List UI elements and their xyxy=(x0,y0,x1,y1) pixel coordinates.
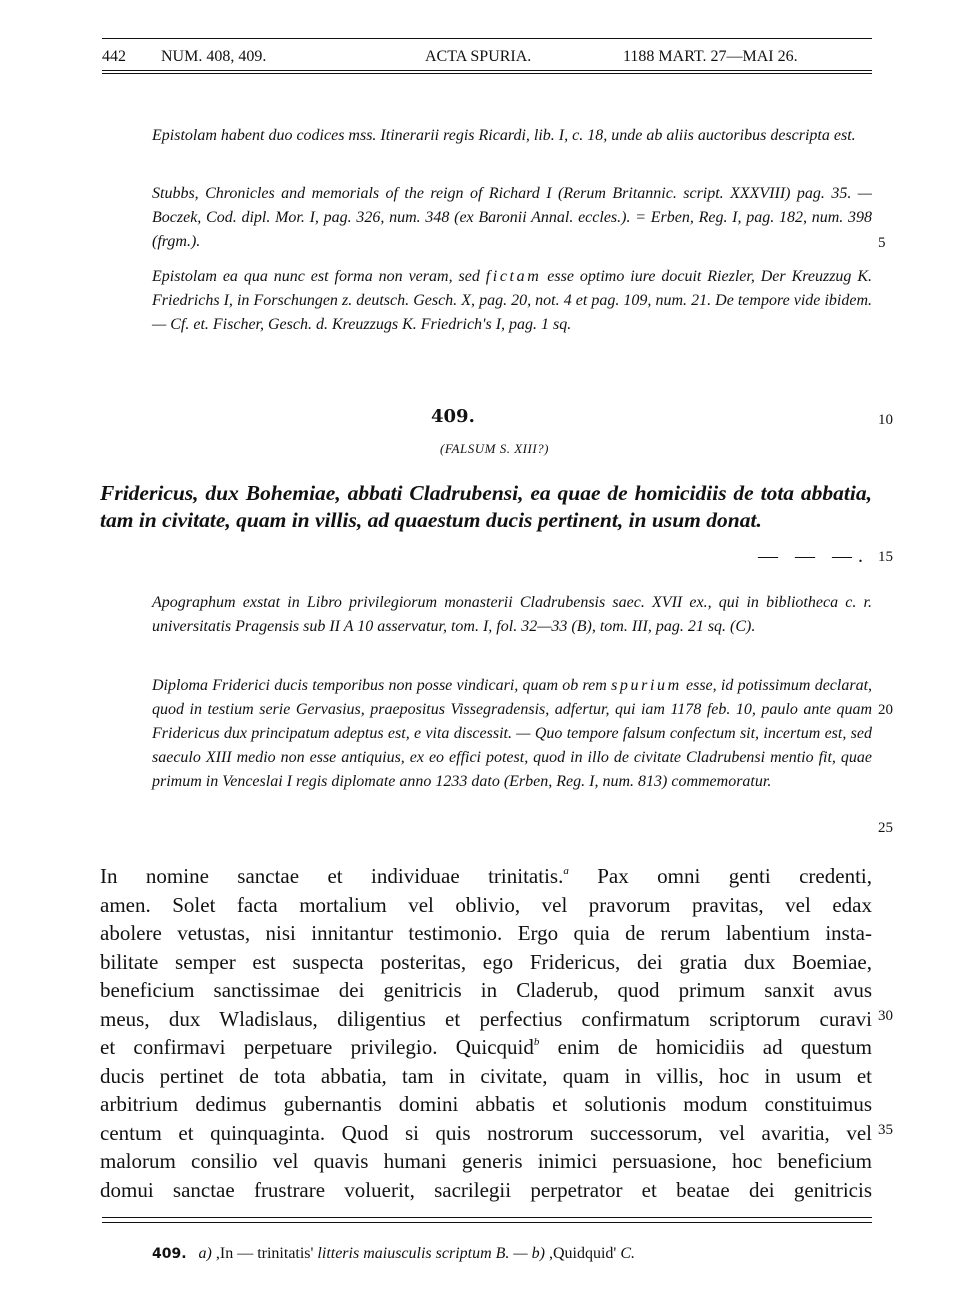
header-numbers: NUM. 408, 409. xyxy=(161,48,267,65)
line-number-20: 20 xyxy=(878,702,893,718)
charter-text xyxy=(100,862,872,1204)
note-408-codices: Epistolam habent duo codices mss. Itinerarii regis Ricardi, lib. I, c. 18, unde ab aliis auctoribus descripta est. xyxy=(152,127,856,144)
page-number: 442 xyxy=(102,48,126,65)
line-number-30: 30 xyxy=(878,1008,893,1024)
line-number-15: 15 xyxy=(878,549,893,565)
charter-line-8: ducis pertinet de tota abbatia, tam in civitate, quam in villis, hoc in usum et xyxy=(100,1063,872,1088)
charter-line-9: arbitrium dedimus gubernantis domini abbatis et solutionis modum constituimus xyxy=(100,1092,872,1116)
footnotes: 409. a) ,In — trinitatis' litteris maiusculis scriptum B. — b) ,Quidquid' C. xyxy=(152,1245,635,1262)
header-rule-top xyxy=(102,38,872,39)
regest-summary: Fridericus, dux Bohemiae, abbati Cladrubensi, ea quae de homicidiis de tota abbatia, tam in civitate, quam in villis, ad quaestum ducis pertinent, in usum donat. xyxy=(100,481,872,532)
charter-line-6: meus, dux Wladislaus, diligentius et perfectius confirmatum scriptorum curavi xyxy=(100,1006,872,1031)
charter-line-1: In nomine sanctae et individuae trinitatis.$^a$ Pax omni genti credenti, xyxy=(100,864,872,888)
header-section: ACTA SPURIA. xyxy=(425,48,532,65)
footnote-rule-b xyxy=(102,1222,872,1223)
falsum-note: (FALSUM S. XIII?) xyxy=(440,441,549,456)
line-number-25: 25 xyxy=(878,820,893,836)
regest-dashes: — — —. xyxy=(758,545,869,567)
charter-line-12: domui sanctae frustrare voluerit, sacrilegii perpetrator et beatae dei genitricis xyxy=(100,1177,872,1202)
note-408-editions: Stubbs, Chronicles and memorials of the reign of Richard I (Rerum Britannic. script. XXXVIII) pag. 35. — Boczek, Cod. dipl. Mor. I, pag. 326, num. 348 (ex Baronii Annal. eccles.). = Erben, Reg. I, pag. 182, num. 398 (frgm.). xyxy=(152,185,872,250)
document-number: 409. xyxy=(431,406,475,427)
line-number-10: 10 xyxy=(878,412,893,428)
line-number-35: 35 xyxy=(878,1122,893,1138)
running-header xyxy=(102,42,872,72)
charter-line-4: bilitate semper est suspecta posteritas, ego Fridericus, dei gratia dux Boemiae, xyxy=(100,949,872,974)
apograph-note: Apographum exstat in Libro privilegiorum monasterii Cladrubensis saec. XVII ex., qui in bibliotheca c. r. universitatis Pragensis sub II A 10 asservatur, tom. I, fol. 32—33 (B), tom. III, pag. 21 sq. (C). xyxy=(152,594,872,635)
charter-line-5: beneficium sanctissimae dei genitricis in Claderub, quod primum sanxit avus xyxy=(100,978,872,1002)
note-408-authenticity: Epistolam ea qua nunc est forma non veram, sed fictam esse optimo iure docuit Riezler, Der Kreuzzug K. Friedrichs I, in Forschungen z. deutsch. Gesch. X, pag. 20, not. 4 et pag. 109, num. 21. De tempore vide ibidem. — Cf. et. Fischer, Gesch. d. Kreuzzugs K. Friedrich's I, pag. 1 sq. xyxy=(152,268,873,333)
charter-line-10: centum et quinquaginta. Quod si quis nostrorum successorum, vel avaritia, vel xyxy=(100,1120,872,1145)
header-rule-b xyxy=(102,73,872,74)
charter-line-7: et confirmavi perpetuare privilegio. Quicquid$^b$ enim de homicidiis ad questum xyxy=(100,1035,872,1059)
line-number-5: 5 xyxy=(878,235,886,251)
header-date: 1188 MART. 27—MAI 26. xyxy=(623,48,798,65)
charter-line-2: amen. Solet facta mortalium vel oblivio, vel pravorum pravitas, vel edax xyxy=(100,892,872,917)
header-rule-a xyxy=(102,70,872,71)
diploma-note: Diploma Friderici ducis temporibus non posse vindicari, quam ob rem spurium esse, id potissimum declarat, quod in testium serie Gervasius, praepositus Vissegradensis, adfertur, qui iam 1178 feb. 10, paulo ante quam Fridericus dux principatum adeptus est, e vita discessit. — Quo tempore falsum confectum sit, incertum est, sed saeculo XIII medio non esse antiquius, ex eo effici potest, quod in illo de civitate Cladrubensi mentio fit, quae primum in Venceslai I regis diplomate anno 1233 dato (Erben, Reg. I, num. 813) commemoratur. xyxy=(152,677,873,790)
footnote-rule-a xyxy=(102,1217,872,1218)
charter-line-3: abolere vetustas, nisi innitantur testimonio. Ergo quia de rerum labentium insta- xyxy=(100,921,872,945)
charter-line-11: malorum consilio vel quavis humani generis inimici persuasione, hoc beneficium xyxy=(100,1149,872,1173)
